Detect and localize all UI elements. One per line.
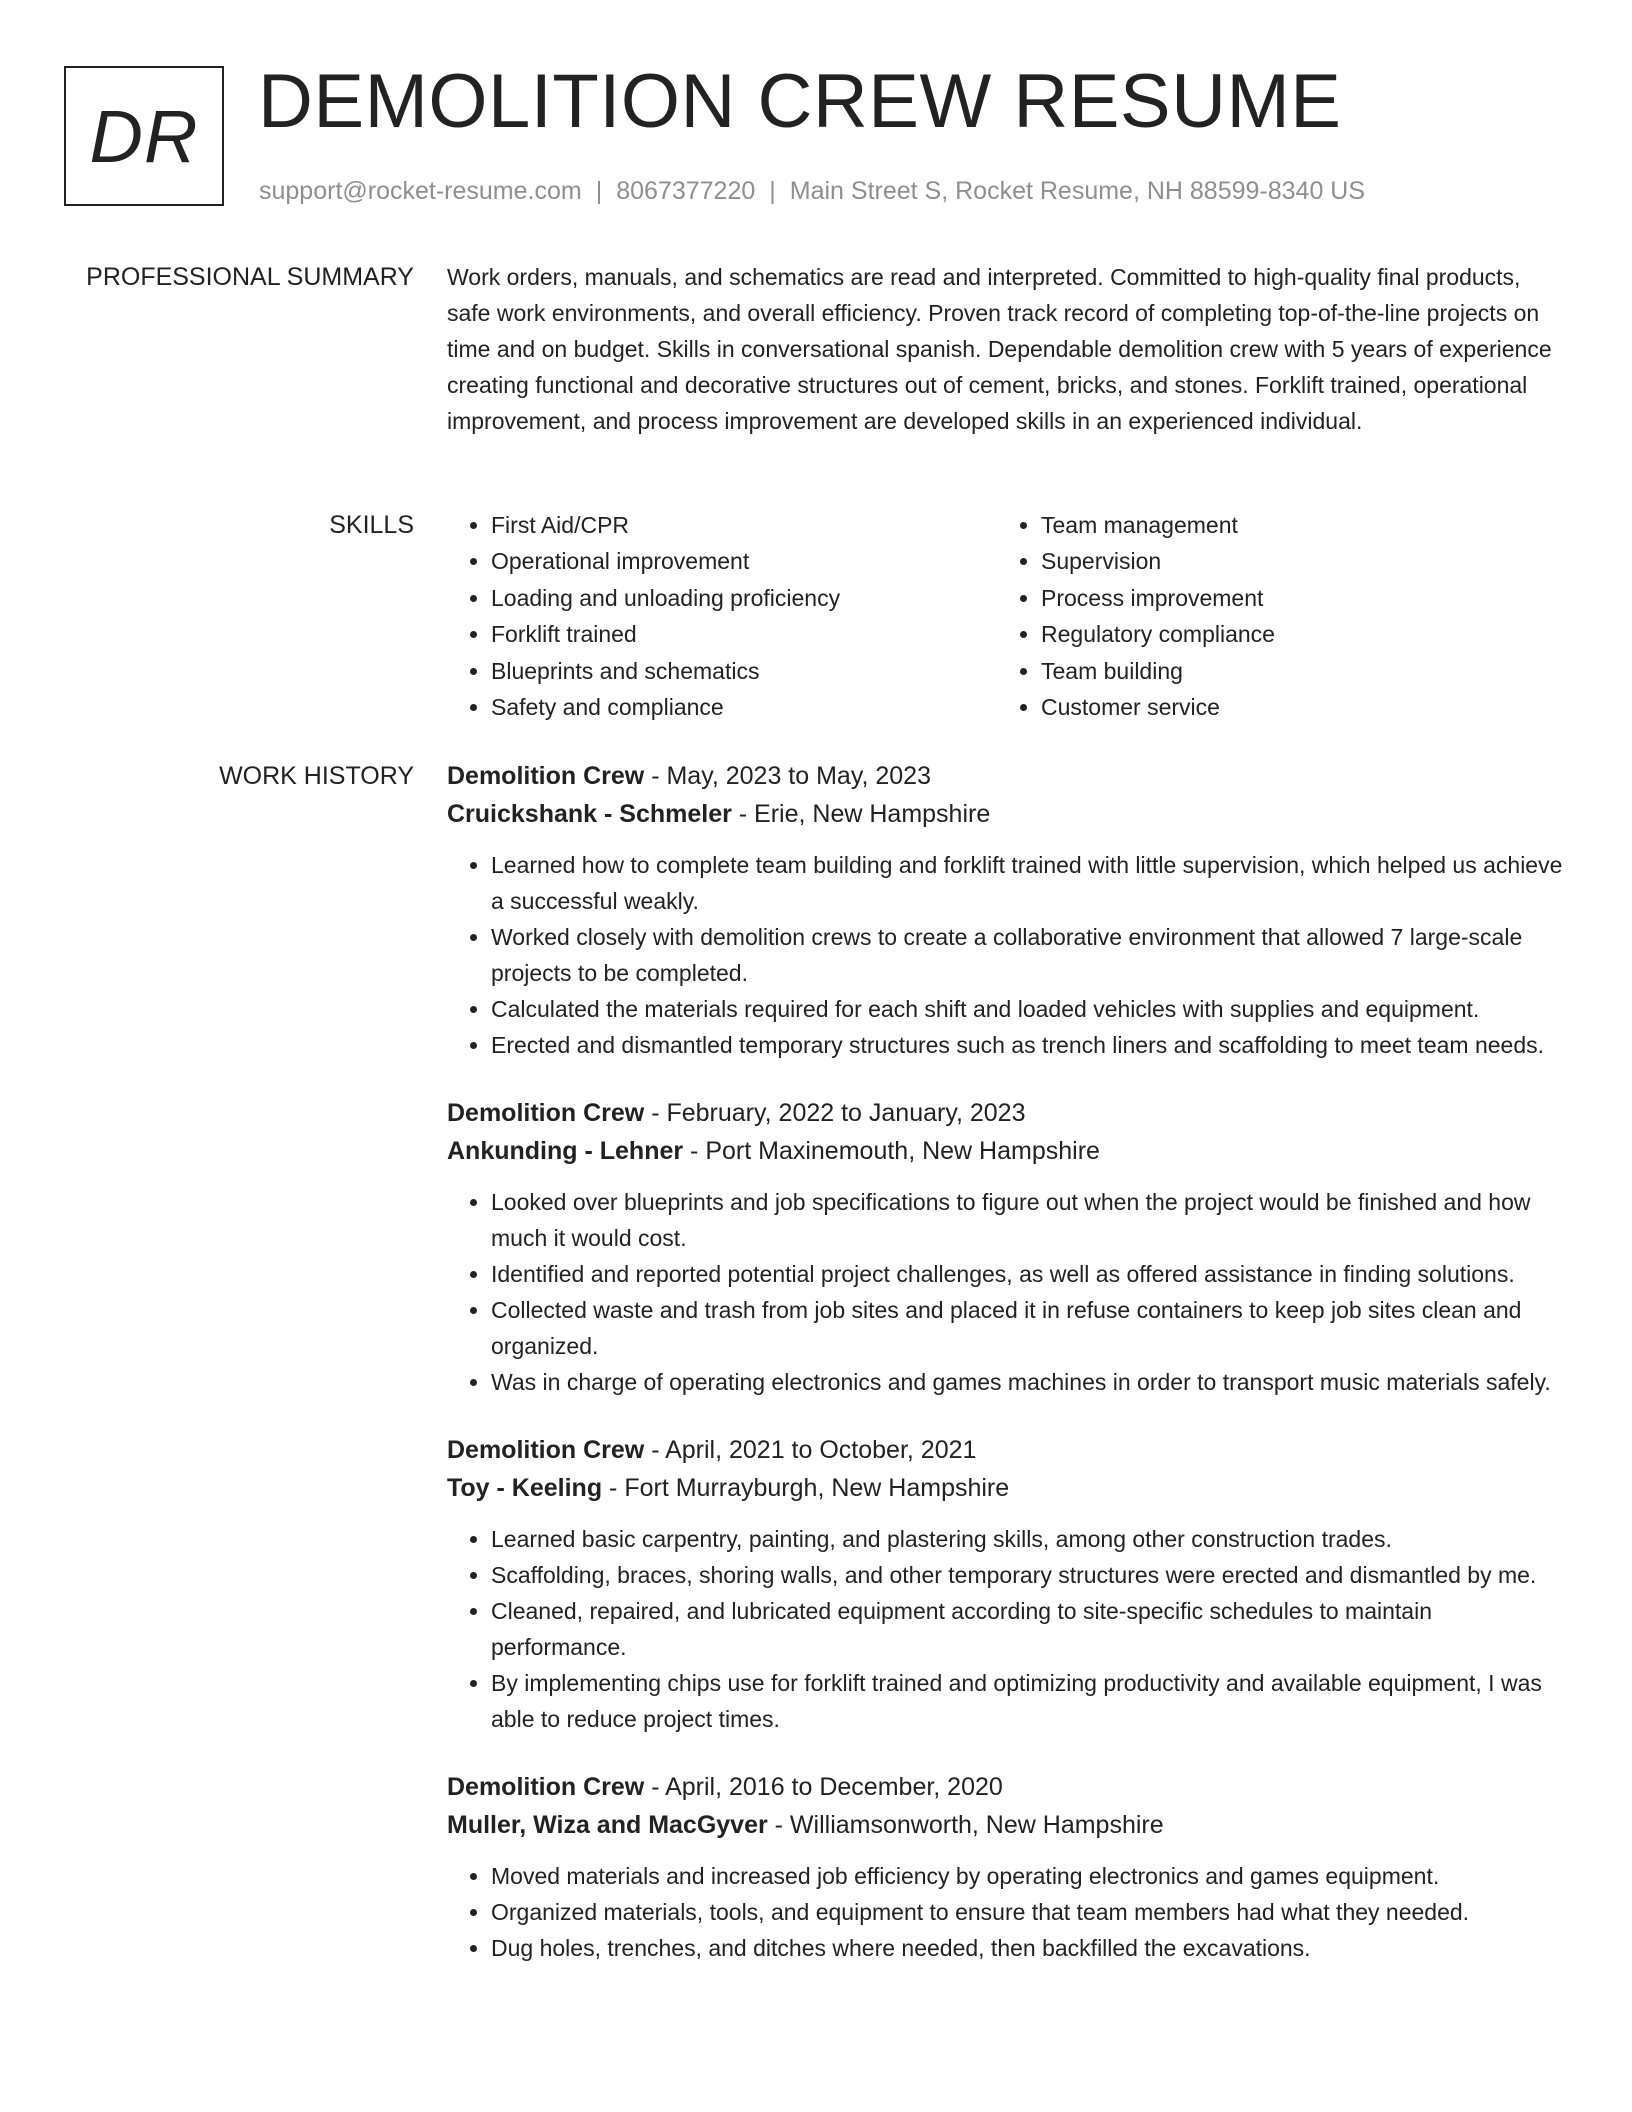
- skill-item: • Safety and compliance: [491, 689, 840, 725]
- job-company: Cruickshank - Schmeler: [447, 800, 732, 828]
- job-location: - Fort Murrayburgh, New Hampshire: [602, 1474, 1010, 1502]
- resume-title: DEMOLITION CREW RESUME: [258, 59, 1342, 144]
- job-bullet: • Learned how to complete team building and forklift trained with little supervision, which helped us achieve a successful weakly.: [491, 847, 1569, 919]
- skills-list-right: [997, 507, 1275, 725]
- contact-line: [259, 174, 1365, 208]
- job-bullets: [447, 1521, 1569, 1737]
- job-company-line: [447, 1469, 1569, 1507]
- summary-text: Work orders, manuals, and schematics are read and interpreted. Committed to high-quality final products, safe work environments, and overall efficiency. Proven track record of completing top-of-the-line projects on time and on budget. Skills in conversational spanish. Dependable demolition crew with 5 years of experience creating functional and decorative structures out of cement, bricks, and stones. Forklift trained, operational improvement, and process improvement are developed skills in an experienced individual.: [447, 264, 1552, 434]
- job-entry: [447, 1768, 1569, 1966]
- contact-address: Main Street S, Rocket Resume, NH 88599-8340 US: [789, 177, 1366, 205]
- job-bullet: • Collected waste and trash from job sites and placed it in refuse containers to keep job sites clean and organized.: [491, 1292, 1569, 1364]
- skill-item: • Forklift trained: [491, 616, 840, 652]
- skill-item: • Team management: [1041, 507, 1275, 543]
- job-dates: - May, 2023 to May, 2023: [644, 762, 931, 790]
- skill-item: • Regulatory compliance: [1041, 616, 1275, 652]
- job-title-line: [447, 1431, 1569, 1469]
- job-company: Toy - Keeling: [447, 1474, 603, 1502]
- section-label-skills: SKILLS: [329, 511, 414, 539]
- job-bullet: • Erected and dismantled temporary structures such as trench liners and scaffolding to meet team needs.: [491, 1027, 1569, 1063]
- work-history-section: [447, 757, 1569, 1997]
- skill-item: • Supervision: [1041, 543, 1275, 579]
- contact-separator: |: [769, 177, 776, 205]
- job-bullet: • Identified and reported potential project challenges, as well as offered assistance in finding solutions.: [491, 1256, 1569, 1292]
- job-entry: [447, 1094, 1569, 1400]
- job-location: - Erie, New Hampshire: [731, 800, 991, 828]
- job-bullet: • Cleaned, repaired, and lubricated equipment according to site-specific schedules to maintain performance.: [491, 1593, 1569, 1665]
- job-entry: [447, 1431, 1569, 1737]
- job-bullet: • Organized materials, tools, and equipment to ensure that team members had what they needed.: [491, 1894, 1569, 1930]
- job-bullet: • Was in charge of operating electronics and games machines in order to transport music materials safely.: [491, 1364, 1569, 1400]
- job-entry: [447, 757, 1569, 1063]
- skill-item: • Operational improvement: [491, 543, 840, 579]
- job-bullet: • Calculated the materials required for each shift and loaded vehicles with supplies and equipment.: [491, 991, 1569, 1027]
- skill-item: • First Aid/CPR: [491, 507, 840, 543]
- skills-list-left: [447, 507, 840, 725]
- job-title-line: [447, 1094, 1569, 1132]
- job-company-line: [447, 795, 1569, 833]
- job-title: Demolition Crew: [447, 1436, 645, 1464]
- section-label-summary: PROFESSIONAL SUMMARY: [86, 263, 414, 291]
- job-company-line: [447, 1132, 1569, 1170]
- skill-item: • Customer service: [1041, 689, 1275, 725]
- job-dates: - February, 2022 to January, 2023: [644, 1099, 1026, 1127]
- contact-email[interactable]: support@rocket-resume.com: [259, 177, 582, 205]
- skill-item: • Process improvement: [1041, 580, 1275, 616]
- job-dates: - April, 2016 to December, 2020: [644, 1773, 1003, 1801]
- skill-item: • Blueprints and schematics: [491, 653, 840, 689]
- job-company: Muller, Wiza and MacGyver: [447, 1811, 768, 1839]
- summary-section: [447, 259, 1569, 439]
- job-company: Ankunding - Lehner: [447, 1137, 684, 1165]
- job-title: Demolition Crew: [447, 1099, 645, 1127]
- job-bullet: • Scaffolding, braces, shoring walls, and other temporary structures were erected and dismantled by me.: [491, 1557, 1569, 1593]
- monogram-box: DR: [64, 66, 224, 206]
- skill-item: • Loading and unloading proficiency: [491, 580, 840, 616]
- job-title-line: [447, 757, 1569, 795]
- section-label-work-history: WORK HISTORY: [219, 762, 414, 790]
- skills-section: [447, 507, 1569, 737]
- contact-phone[interactable]: 8067377220: [616, 177, 756, 205]
- job-title: Demolition Crew: [447, 1773, 645, 1801]
- job-title: Demolition Crew: [447, 762, 645, 790]
- job-location: - Williamsonworth, New Hampshire: [767, 1811, 1164, 1839]
- job-bullet: • Looked over blueprints and job specifications to figure out when the project would be finished and how much it would cost.: [491, 1184, 1569, 1256]
- contact-separator: |: [595, 177, 603, 205]
- job-bullet: • Dug holes, trenches, and ditches where needed, then backfilled the excavations.: [491, 1930, 1569, 1966]
- job-title-line: [447, 1768, 1569, 1806]
- job-bullets: [447, 1858, 1569, 1966]
- job-location: - Port Maxinemouth, New Hampshire: [683, 1137, 1100, 1165]
- job-bullet: • Moved materials and increased job efficiency by operating electronics and games equipment.: [491, 1858, 1569, 1894]
- job-bullets: [447, 1184, 1569, 1400]
- job-dates: - April, 2021 to October, 2021: [644, 1436, 977, 1464]
- job-bullet: • Worked closely with demolition crews to create a collaborative environment that allowed 7 large-scale projects to be completed.: [491, 919, 1569, 991]
- job-bullets: [447, 847, 1569, 1063]
- skill-item: • Team building: [1041, 653, 1275, 689]
- job-bullet: • By implementing chips use for forklift trained and optimizing productivity and available equipment, I was able to reduce project times.: [491, 1665, 1569, 1737]
- job-company-line: [447, 1806, 1569, 1844]
- job-bullet: • Learned basic carpentry, painting, and plastering skills, among other construction trades.: [491, 1521, 1569, 1557]
